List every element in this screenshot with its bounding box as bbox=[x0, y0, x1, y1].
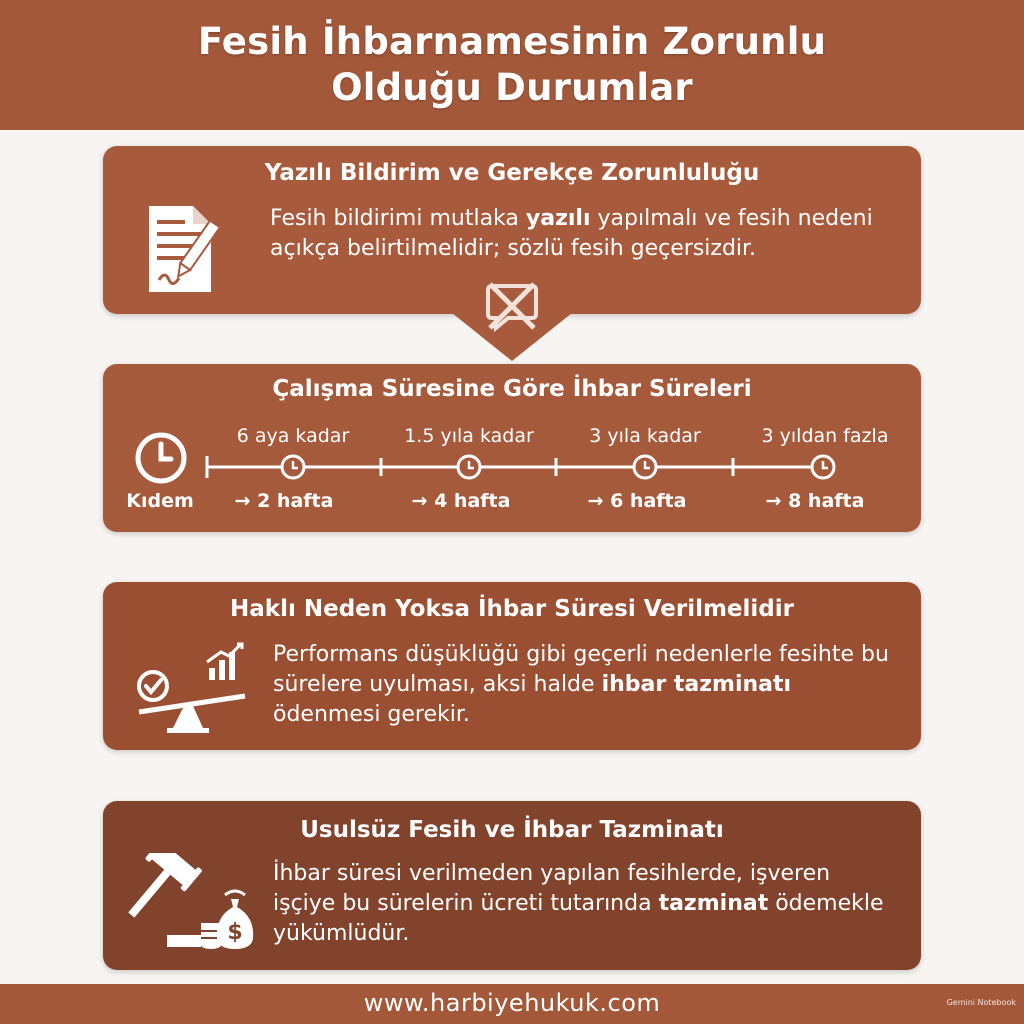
period-duration: → 8 hafta bbox=[765, 490, 865, 512]
page-title-line-1: Fesih İhbarnamesinin Zorunlu bbox=[197, 20, 827, 63]
period-label: 1.5 yıla kadar bbox=[404, 425, 534, 447]
card-notice-periods bbox=[103, 364, 921, 532]
period-label: 3 yıla kadar bbox=[589, 425, 701, 447]
card-unlawful-termination bbox=[103, 801, 921, 970]
page-title-line-2: Olduğu Durumlar bbox=[331, 66, 693, 109]
card-title: Çalışma Süresine Göre İhbar Süreleri bbox=[272, 376, 752, 402]
website-link[interactable]: www.harbiyehukuk.com bbox=[363, 989, 661, 1017]
header-banner bbox=[0, 0, 1024, 130]
card-body-text: Fesih bildirimi mutlaka yazılı yapılmalı ve fesih nedeni açıkça belirtilmelidir; sözlü fesih geçersizdir. bbox=[270, 206, 873, 261]
period-duration: → 6 hafta bbox=[587, 490, 687, 512]
period-duration: → 2 hafta bbox=[234, 490, 334, 512]
timeline-axis bbox=[201, 450, 871, 484]
period-label: 6 aya kadar bbox=[236, 425, 350, 447]
no-speech-icon bbox=[484, 278, 540, 332]
card-just-cause bbox=[103, 582, 921, 750]
card-body-text: İhbar süresi verilmeden yapılan fesihlerde, işveren işçiye bu sürelerin ücreti tutarında tazminat ödemekle yükümlüdür. bbox=[273, 861, 884, 946]
timeline-clock-icon bbox=[634, 456, 656, 478]
svg-text:$: $ bbox=[227, 920, 243, 945]
balance-chart-icon bbox=[133, 640, 249, 736]
footer-bar bbox=[0, 984, 1024, 1024]
brand-watermark: Gemini Notebook bbox=[946, 998, 1016, 1007]
card-body-text: Performans düşüklüğü gibi geçerli nedenlerle fesihte bu sürelere uyulması, aksi halde ihbar tazminatı ödenmesi gerekir. bbox=[273, 642, 889, 727]
timeline-clock-icon bbox=[458, 456, 480, 478]
card-title: Yazılı Bildirim ve Gerekçe Zorunluluğu bbox=[264, 160, 760, 186]
document-signature-icon bbox=[143, 200, 241, 298]
clock-icon bbox=[133, 430, 189, 486]
card-title: Usulsüz Fesih ve İhbar Tazminatı bbox=[300, 817, 724, 843]
period-label: 3 yıldan fazla bbox=[761, 425, 889, 447]
card-title: Haklı Neden Yoksa İhbar Süresi Verilmelidir bbox=[230, 596, 794, 622]
gavel-money-icon bbox=[127, 853, 259, 957]
axis-label: Kıdem bbox=[126, 490, 194, 512]
period-duration: → 4 hafta bbox=[411, 490, 511, 512]
timeline-clock-icon bbox=[812, 456, 834, 478]
timeline-clock-icon bbox=[282, 456, 304, 478]
